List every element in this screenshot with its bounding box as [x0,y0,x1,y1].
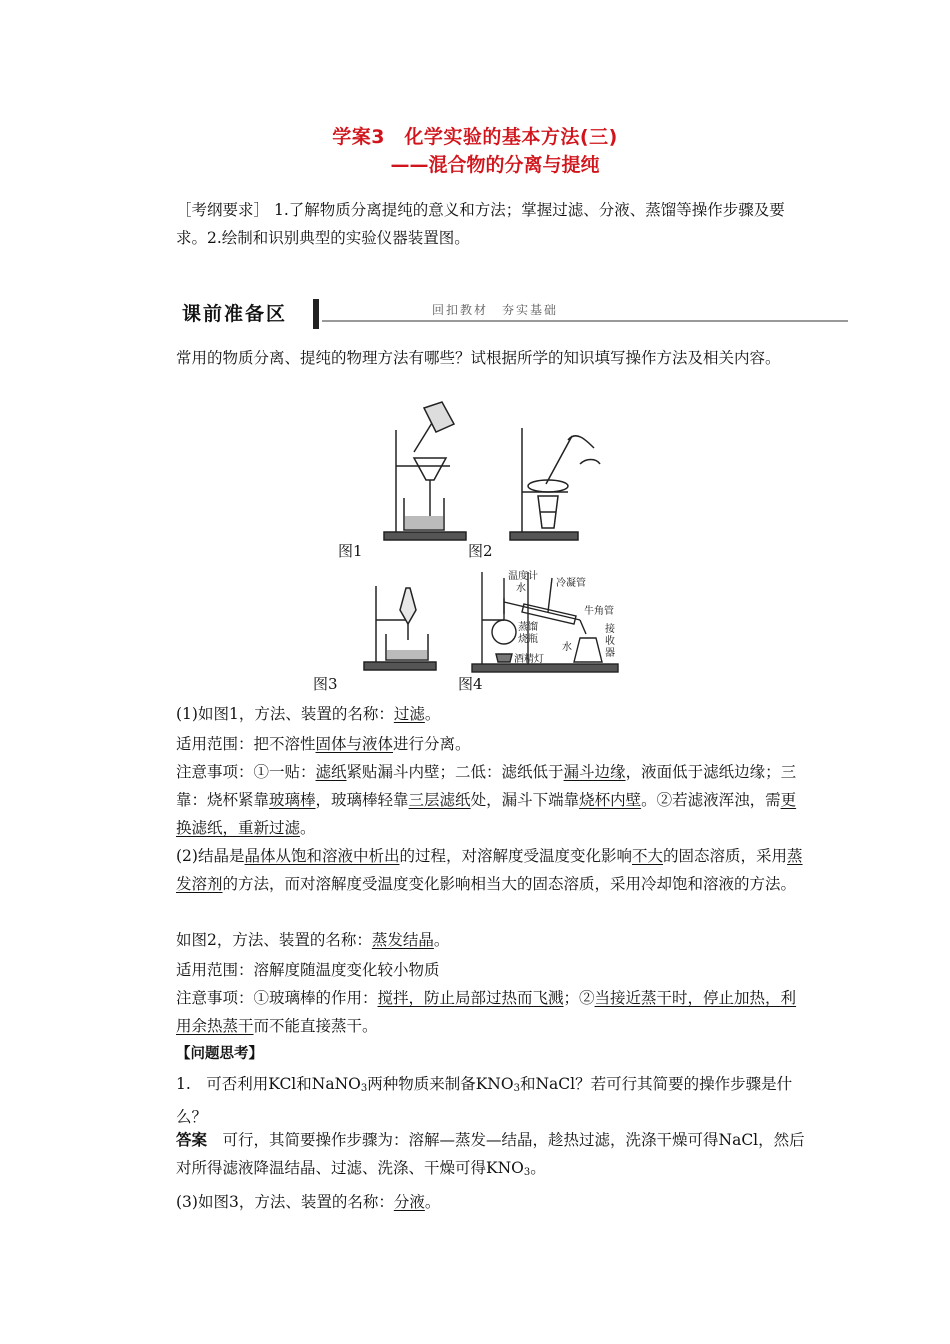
s1-question-text: (1)如图1，方法、装置的名称： [176,705,394,723]
s1-answer: 过滤 [393,705,425,723]
page-title: 学案3 化学实验的基本方法(三) [332,126,618,148]
fig4-label-flask2: 烧瓶 [518,634,538,645]
s2-fig-end: 。 [433,931,450,949]
s1-notes-g: ，玻璃棒轻靠 [315,791,409,809]
s1-notes-k: 。②若滤液浑浊，需 [641,791,781,809]
s1-notes-j: 烧杯内壁 [579,791,642,809]
fig4-label-water-top: 水 [516,583,526,594]
q-sub-2: 3 [513,1083,520,1094]
section2-scope: 适用范围：溶解度随温度变化较小物质 [176,961,440,979]
figure-2-caption: 图2 [468,542,493,560]
figure-1-caption: 图1 [338,542,363,560]
q-text-c: 和NaCl？若可行其简要的操作步骤是什么？ [176,1075,793,1126]
s1-notes-e: ，液面低于滤纸边缘；三靠：烧杯紧靠 [176,763,797,809]
answer-end: 。 [530,1159,546,1177]
s1-scope-answer: 固体与液体 [315,735,394,753]
s2-a: (2)结晶是 [176,847,245,865]
s2-fig-text: 如图2，方法、装置的名称： [176,931,372,949]
distillation-apparatus-icon [472,572,618,672]
q-text-b: 两种物质来制备KNO [367,1075,514,1093]
s1-notes-f: 玻璃棒 [269,791,316,809]
banner-bar [313,299,319,329]
s3-text: (3)如图3，方法、装置的名称： [176,1193,394,1211]
banner-divider [322,320,848,322]
s1-notes-m: 。 [300,819,316,837]
s1-scope-end: 进行分离。 [393,735,471,753]
s3-end: 。 [424,1193,441,1211]
figure-3-caption: 图3 [313,675,338,693]
fig4-label-flask: 蒸馏 [518,622,538,633]
section2-crystallization [176,842,808,898]
answer-body: 可行，其简要操作步骤为：溶解—蒸发—结晶，趁热过滤，洗涤干燥可得NaCl，然后对所得滤液降温结晶、过滤、洗涤、干燥可得KNO [176,1131,805,1177]
q-text-a: 1. 可否利用KCl和NaNO [176,1075,361,1093]
section2-figure [176,926,808,954]
s2-notes-c: ；② [563,989,595,1007]
section2-notes [176,984,808,1040]
fig4-label-lamp: 酒精灯 [514,654,544,665]
s1-notes-i: 处，漏斗下端靠 [470,791,580,809]
answer-sub: 3 [523,1167,531,1178]
s2-notes-d: 当接近蒸干时，停止加热，利用余热蒸干 [176,989,797,1035]
fig4-label-water-bottom: 水 [562,642,572,653]
s1-notes-l: 更换滤纸，重新过滤 [176,791,797,837]
s2-g: 的方法，而对溶解度受温度变化影响相当大的固态溶质，采用冷却饱和溶液的方法。 [222,875,797,893]
fig4-label-condenser: 冷凝管 [556,578,586,589]
q-sub-1: 3 [360,1083,368,1094]
s2-fig-answer: 蒸发结晶 [371,931,434,949]
banner-label: 课前准备区 [182,303,288,325]
requirements-text: 1.了解物质分离提纯的意义和方法；掌握过滤、分液、蒸馏等操作步骤及要求。2.绘制和识别典型的实验仪器装置图。 [176,201,785,247]
figure-1-2-illustration [370,400,610,542]
s1-notes-c: 紧贴漏斗内壁；二低：滤纸低于 [346,763,564,781]
answer-text [176,1126,808,1187]
s1-scope-text: 适用范围：把不溶性 [176,735,316,753]
fig4-label-receiver-2: 收 [605,636,615,647]
fig4-label-receiver-1: 接 [605,624,615,635]
separatory-funnel-icon [364,586,436,670]
requirements-label: ［考纲要求］ [176,201,270,219]
s1-notes-d: 漏斗边缘 [563,763,626,781]
figure-4-illustration [468,568,620,674]
question-heading: 【问题思考】 [176,1045,263,1062]
intro-text: 常用的物质分离、提纯的物理方法有哪些？试根据所学的知识填写操作方法及相关内容。 [176,349,781,367]
s1-notes-a: 注意事项：①一贴： [176,763,316,781]
figure-4-caption: 图4 [458,675,483,693]
s1-period: 。 [424,705,441,723]
fig4-label-thermometer: 温度计 [508,571,538,582]
answer-label: 答案 [176,1130,208,1149]
s2-notes-a: 注意事项：①玻璃棒的作用： [176,989,378,1007]
s2-c: 的过程，对溶解度受温度变化影响 [399,847,632,865]
question-text [176,1070,808,1131]
figure-3-illustration [362,580,442,672]
s2-notes-e: 而不能直接蒸干。 [253,1017,378,1035]
s2-d: 不大 [632,847,664,865]
section1-question [176,700,808,728]
s2-f: 蒸发溶剂 [176,847,803,893]
s3-answer: 分液 [393,1193,425,1211]
filtration-apparatus-icon [384,402,466,540]
page-subtitle: ——混合物的分离与提纯 [390,154,600,176]
section1-scope [176,730,808,758]
s2-notes-b: 搅拌，防止局部过热而飞溅 [377,989,564,1007]
section-banner [176,299,848,333]
s2-b: 晶体从饱和溶液中析出 [244,847,400,865]
s1-notes-h: 三层滤纸 [408,791,471,809]
fig4-label-adapter: 牛角管 [584,606,614,617]
section3-question [176,1188,808,1216]
section1-notes [176,758,808,842]
fig4-label-receiver-3: 器 [605,648,615,659]
s2-e: 的固态溶质，采用 [663,847,788,865]
requirements [176,196,808,252]
s1-notes-b: 滤纸 [315,763,347,781]
evaporation-apparatus-icon [510,428,600,540]
banner-subtitle: 回扣教材 夯实基础 [432,303,559,317]
